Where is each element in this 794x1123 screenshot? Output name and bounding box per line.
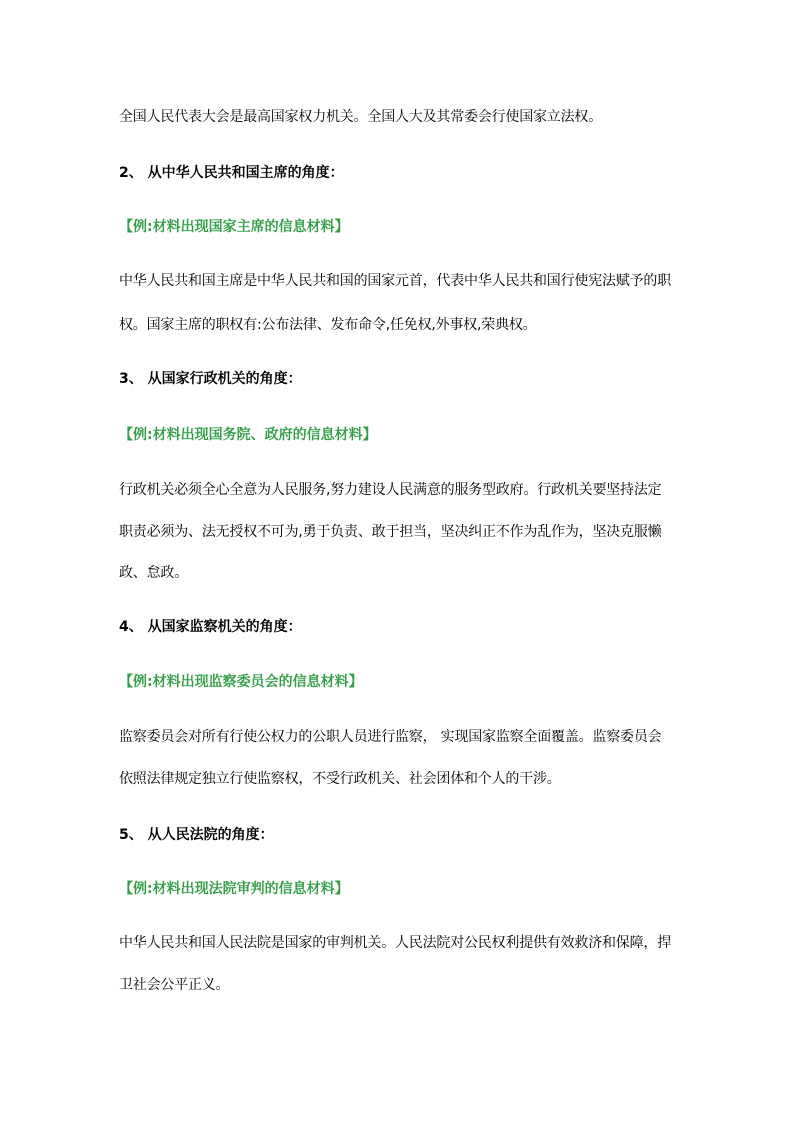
paragraph-supervision-line1: 监察委员会对所有行使公权力的公职人员进行监察， 实现国家监察全面覆盖。监察委员会: [119, 729, 662, 745]
paragraph-administrative-line1: 行政机关必须全心全意为人民服务,努力建设人民满意的服务型政府。行政机关要坚持法定: [119, 482, 662, 498]
paragraph-president-line2: 权。国家主席的职权有:公布法律、发布命令,任免权,外事权,荣典权。: [119, 317, 537, 333]
example-court: 【例:材料出现法院审判的信息材料】: [119, 881, 349, 897]
paragraph-supervision-line2: 依照法律规定独立行使监察权，不受行政机关、社会团体和个人的干涉。: [119, 771, 561, 787]
example-president: 【例:材料出现国家主席的信息材料】: [119, 219, 349, 235]
paragraph-administrative-line2: 职责必须为、法无授权不可为,勇于负责、敢于担当，坚决纠正不作为乱作为，坚决克服懒: [119, 524, 662, 540]
paragraph-court-line1: 中华人民共和国人民法院是国家的审判机关。人民法院对公民权利提供有效救济和保障，捍: [119, 935, 671, 951]
example-supervision: 【例:材料出现监察委员会的信息材料】: [119, 674, 363, 690]
example-administrative: 【例:材料出现国务院、政府的信息材料】: [119, 427, 377, 443]
heading-supervision: 4、 从国家监察机关的角度：: [119, 619, 302, 635]
paragraph-administrative-line3: 政、怠政。: [119, 565, 188, 581]
paragraph-court-line2: 卫社会公平正义。: [119, 977, 230, 993]
paragraph-president-line1: 中华人民共和国主席是中华人民共和国的国家元首，代表中华人民共和国行使宪法赋予的职: [119, 273, 671, 289]
heading-president: 2、 从中华人民共和国主席的角度：: [119, 165, 344, 181]
paragraph-npc: 全国人民代表大会是最高国家权力机关。全国人大及其常委会行使国家立法权。: [119, 109, 602, 125]
heading-administrative: 3、 从国家行政机关的角度：: [119, 371, 302, 387]
heading-court: 5、 从人民法院的角度：: [119, 827, 274, 843]
